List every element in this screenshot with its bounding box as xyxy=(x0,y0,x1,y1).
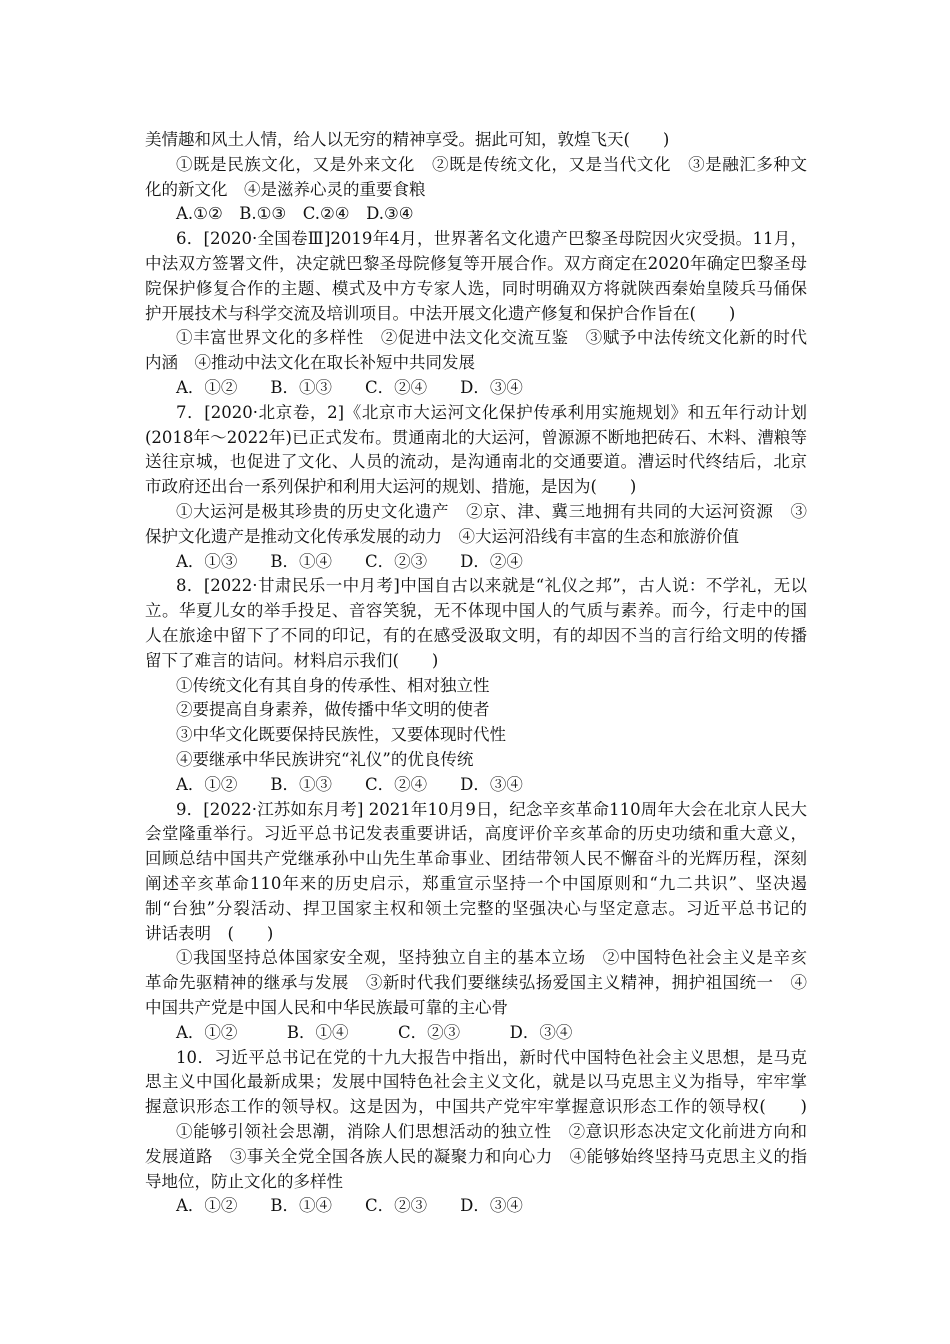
text-line: 回顾总结中国共产党继承孙中山先生革命事业、团结带领人民不懈奋斗的光辉历程，深刻 xyxy=(145,849,807,869)
answer-options-line: A．①③ B．①④ C．②③ D．②④ xyxy=(176,551,523,571)
text-line: ①既是民族文化，又是外来文化 ②既是传统文化，又是当代文化 ③是融汇多种文 xyxy=(176,154,807,174)
answer-options-line: A．①② B．①③ C．②④ D．③④ xyxy=(176,774,523,794)
text-line: 革命先驱精神的继承与发展 ③新时代我们要继续弘扬爱国主义精神，拥护祖国统一 ④ xyxy=(145,973,807,993)
text-line: ①丰富世界文化的多样性 ②促进中法文化交流互鉴 ③赋予中法传统文化新的时代 xyxy=(176,328,807,348)
text-line: 导地位，防止文化的多样性 xyxy=(145,1171,343,1191)
text-line: 阐述辛亥革命110年来的历史启示，郑重宣示坚持一个中国原则和“九二共识”、坚决遏 xyxy=(145,874,807,893)
text-line: 内涵 ④推动中法文化在取长补短中共同发展 xyxy=(145,353,475,373)
answer-options-line: A.①② B.①③ C.②④ D.③④ xyxy=(176,204,414,224)
text-line: 10．习近平总书记在党的十九大报告中指出，新时代中国特色社会主义思想，是马克 xyxy=(176,1047,807,1067)
text-line: ①能够引领社会思潮，消除人们思想活动的独立性 ②意识形态决定文化前进方向和 xyxy=(176,1122,807,1141)
text-line: 护开展技术与科学交流及培训项目。中法开展文化遗产修复和保护合作旨在( ) xyxy=(145,303,736,323)
text-line: 讲话表明 ( ) xyxy=(145,923,274,943)
text-line: 院保护修复合作的主题、模式及中方专家人选，同时明确双方将就陕西秦始皇陵兵马俑保 xyxy=(145,278,807,298)
text-line: 送往京城，也促进了文化、人员的流动，是沟通南北的交通要道。漕运时代终结后，北京 xyxy=(145,452,807,472)
text-line: 8．[2022·甘肃民乐一中月考]中国自古以来就是“礼仪之邦”，古人说：不学礼，无以 xyxy=(176,576,807,596)
text-line: ③中华文化既要保持民族性，又要体现时代性 xyxy=(176,725,506,745)
answer-options-line: A．①② B．①③ C．②④ D．③④ xyxy=(176,378,523,397)
text-line: 化的新文化 ④是滋养心灵的重要食粮 xyxy=(145,179,426,199)
text-line: 中国共产党是中国人民和中华民族最可靠的主心骨 xyxy=(145,998,508,1017)
text-line: ①我国坚持总体国家安全观，坚持独立自主的基本立场 ②中国特色社会主义是辛亥 xyxy=(176,948,807,968)
text-line: 留下了难言的诘问。材料启示我们( ) xyxy=(145,650,439,670)
answer-options-line: A．①② B．①④ C．②③ D．③④ xyxy=(176,1196,523,1216)
text-line: 中法双方签署文件，决定就巴黎圣母院修复等开展合作。双方商定在2020年确定巴黎圣母 xyxy=(145,254,807,273)
text-line: 美情趣和风土人情，给人以无穷的精神享受。据此可知，敦煌飞天( ) xyxy=(145,130,670,149)
text-line: 发展道路 ③事关全党全国各族人民的凝聚力和向心力 ④能够始终坚持马克思主义的指 xyxy=(145,1146,807,1166)
text-line: (2018年～2022年)已正式发布。贯通南北的大运河，曾源源不断地把砖石、木料、漕粮等 xyxy=(145,427,807,447)
text-line: 握意识形态工作的领导权。这是因为，中国共产党牢牢掌握意识形态工作的领导权( ) xyxy=(145,1097,807,1117)
text-line: 立。华夏儿女的举手投足、音容笑貌，无不体现中国人的气质与素养。而今，行走中的国 xyxy=(145,601,807,621)
text-line: 7．[2020·北京卷，2]《北京市大运河文化保护传承利用实施规划》和五年行动计划 xyxy=(176,402,807,422)
text-line: 9．[2022·江苏如东月考] 2021年10月9日，纪念辛亥革命110周年大会在北京人民大 xyxy=(176,799,807,819)
text-line: 保护文化遗产是推动文化传承发展的动力 ④大运河沿线有丰富的生态和旅游价值 xyxy=(145,526,739,546)
text-line: ①大运河是极其珍贵的历史文化遗产 ②京、津、冀三地拥有共同的大运河资源 ③ xyxy=(176,502,807,521)
text-line: ①传统文化有其自身的传承性、相对独立性 xyxy=(176,675,490,695)
text-line: ②要提高自身素养，做传播中华文明的使者 xyxy=(176,700,490,720)
text-line: 制“台独”分裂活动、捍卫国家主权和领土完整的坚强决心与坚定意志。习近平总书记的 xyxy=(145,898,807,918)
text-line: 6．[2020·全国卷Ⅲ]2019年4月，世界著名文化遗产巴黎圣母院因火灾受损。11月， xyxy=(176,229,807,249)
answer-options-line: A．①② B．①④ C．②③ D．③④ xyxy=(176,1022,573,1042)
text-line: ④要继承中华民族讲究“礼仪”的优良传统 xyxy=(176,750,474,769)
text-line: 会堂隆重举行。习近平总书记发表重要讲话，高度评价辛亥革命的历史功绩和重大意义， xyxy=(145,824,807,844)
text-line: 思主义中国化最新成果；发展中国特色社会主义文化，就是以马克思主义为指导，牢牢掌 xyxy=(145,1072,807,1092)
text-line: 市政府还出台一系列保护和利用大运河的规划、措施，是因为( ) xyxy=(145,477,637,497)
text-line: 人在旅途中留下了不同的印记，有的在感受汲取文明，有的却因不当的言行给文明的传播 xyxy=(145,626,807,645)
